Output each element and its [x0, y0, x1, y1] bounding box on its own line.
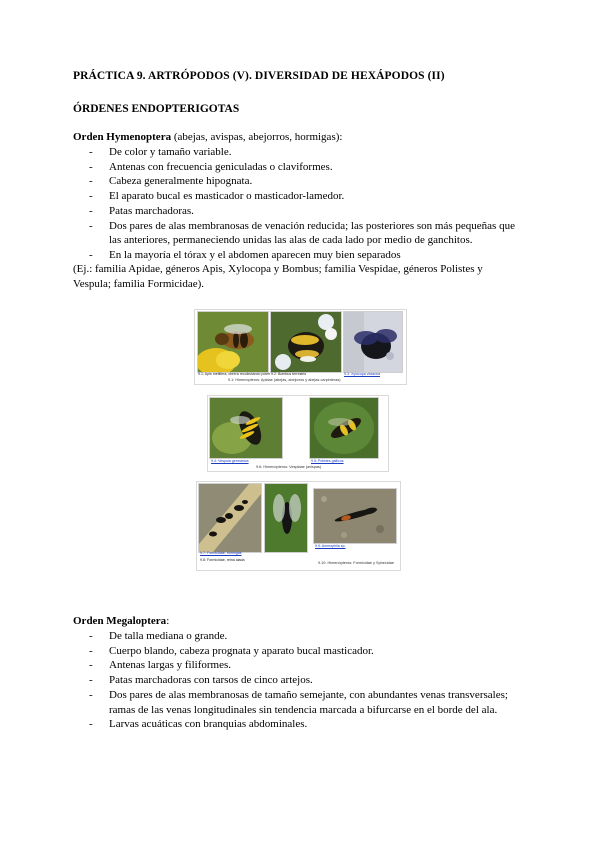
figure-caption: 9.5: Polistes gallicus [311, 459, 344, 463]
list-item: - Antenas largas y filiformes. [87, 658, 527, 673]
figure-caption: 9.3: Xylocopa violacea [344, 372, 380, 376]
list-item: - De color y tamaño variable. [87, 145, 527, 160]
honeybee-image [198, 312, 268, 372]
figure-caption: 9.2: Bombus terrestris [271, 372, 307, 376]
winged-ant-image [265, 484, 307, 552]
megaloptera-title-suffix: : [166, 615, 170, 627]
megaloptera-heading [73, 614, 523, 629]
page-title: PRÁCTICA 9. ARTRÓPODOS (V). DIVERSIDAD DE HEXÁPODOS (II) [73, 70, 445, 82]
list-item: - Dos pares de alas membranosas de tamaño semejante, con abundantes venas transversales; ramas de las venas longitudinales sin tendencia marcada a bifurcarse en el borde del ala. [87, 688, 527, 717]
list-item: - Dos pares de alas membranosas de venación reducida; las posteriores son más pequeñas que las anteriores, permaneciendo unidas las alas de cada lado por medio de ganchitos. [87, 219, 527, 248]
photo-honeybee [197, 311, 269, 373]
photo-ammophila [313, 488, 397, 544]
list-item: - En la mayoría el tórax y el abdomen aparecen muy bien separados [87, 248, 527, 263]
list-item: - Cabeza generalmente hipognata. [87, 174, 527, 189]
hymenoptera-heading [73, 130, 523, 145]
carpenter-bee-image [344, 312, 402, 372]
list-item: - Patas marchadoras. [87, 204, 527, 219]
photo-winged-ant [264, 483, 308, 553]
list-item: - De talla mediana o grande. [87, 629, 527, 644]
photo-polistes [309, 397, 379, 459]
photo-vespula [209, 397, 283, 459]
hymenoptera-title-suffix: (abejas, avispas, abejorros, hormigas): [171, 131, 343, 143]
vespula-image [210, 398, 282, 458]
figure-group-caption: 9.1: Himenópteros: Apidae (abejas, abejorros y abejas carpinteras) [228, 378, 341, 382]
bumblebee-image [271, 312, 341, 372]
list-item: - Antenas con frecuencia geniculadas o claviformes. [87, 160, 527, 175]
photo-ants [198, 483, 262, 553]
photo-bumblebee [270, 311, 342, 373]
list-item: - Cuerpo blando, cabeza prognata y aparato bucal masticador. [87, 644, 527, 659]
megaloptera-traits-list [87, 629, 527, 732]
list-item: - Larvas acuáticas con branquias abdominales. [87, 717, 527, 732]
figure-caption: 9.9: Ammophila sp. [315, 544, 346, 548]
hymenoptera-title: Orden Hymenoptera [73, 131, 172, 143]
photo-carpenter-bee [343, 311, 403, 373]
ants-image [199, 484, 261, 552]
polistes-image [310, 398, 378, 458]
figure-caption: 9.4: Vespula germanica [211, 459, 249, 463]
figure-group-caption: 9.10: Himenópteros: Formicidae y Sphecidae [318, 561, 394, 565]
figure-group-caption: 9.6: Himenópteros: Vespidae (avispas) [256, 465, 322, 469]
section-subtitle: ÓRDENES ENDOPTERIGOTAS [73, 103, 240, 115]
megaloptera-title: Orden Megaloptera [73, 615, 167, 627]
figure-caption: 9.1: Apis mellifera, obrera recolectando polen [198, 372, 271, 376]
list-item: - Patas marchadoras con tarsos de cinco artejos. [87, 673, 527, 688]
figure-caption: 9.8: Formicidae, reina alada [200, 558, 245, 562]
ammophila-image [314, 489, 396, 543]
figure-caption: 9.7: Formicidae, hormigas [200, 551, 242, 555]
list-item: - El aparato bucal es masticador o masticador-lamedor. [87, 189, 527, 204]
hymenoptera-examples: (Ej.: familia Apidae, géneros Apis, Xylocopa y Bombus; familia Vespidae, géneros Polistes y Vespula; familia Formicidae). [73, 263, 483, 290]
hymenoptera-traits-list [87, 145, 527, 263]
